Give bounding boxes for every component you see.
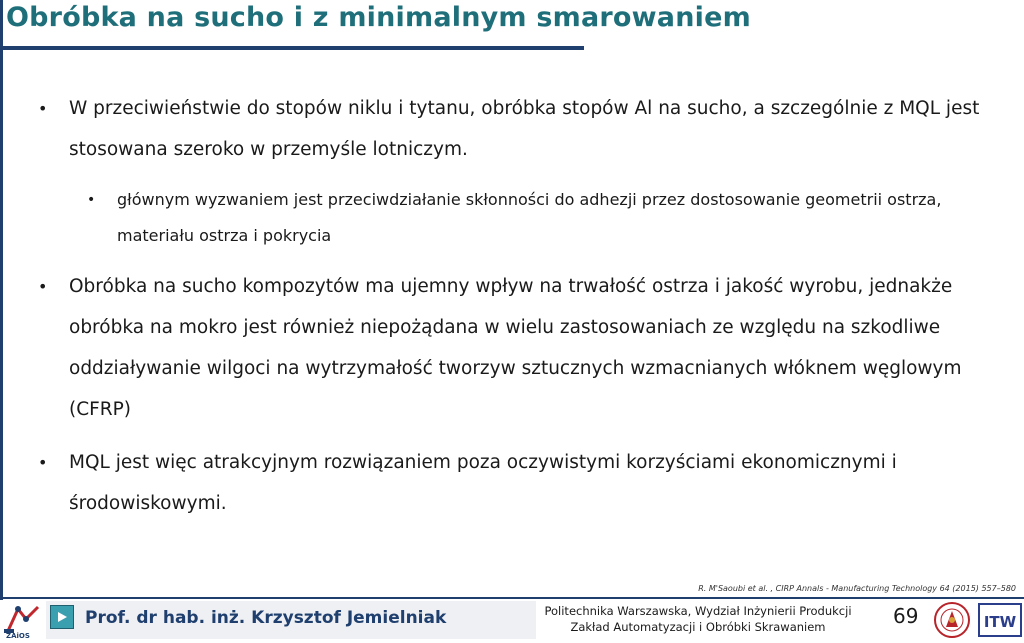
institution-line-1: Politechnika Warszawska, Wydział Inżynierii Produkcji — [544, 604, 852, 618]
nav-home-button[interactable] — [50, 605, 74, 629]
itw-logo — [978, 603, 1022, 637]
itw-logo-text: ITW — [983, 613, 1017, 631]
sub-bullet-1-text: głównym wyzwaniem jest przeciwdziałanie skłonności do adhezji przez dostosowanie geometrii ostrza, materiału ostrza i pokrycia — [117, 190, 942, 245]
sub-bullet-1 — [87, 182, 988, 254]
bullet-dot: • — [38, 99, 48, 118]
page-number: 69 — [893, 604, 919, 628]
university-crest-logo — [930, 601, 974, 639]
footer-institution — [533, 603, 863, 635]
zaios-logo — [2, 601, 44, 639]
sub-bullet-dot: • — [87, 192, 96, 208]
slide-title: Obróbka na sucho i z minimalnym smarowaniem — [6, 2, 751, 33]
bullet-2 — [38, 266, 988, 430]
footer-rule — [0, 597, 1024, 599]
play-arrow-icon — [55, 610, 69, 624]
zaios-logo-text: ZAiOS — [6, 632, 30, 639]
bullet-2-text: Obróbka na sucho kompozytów ma ujemny wpływ na trwałość ostrza i jakość wyrobu, jednakże obróbka na mokro jest również niepożądana w wielu zastosowaniach ze względu na szkodliwe oddziaływanie wilgoci na wytrzymałość tworzyw sztucznych wzmacnianych włóknem węglowym (CFRP) — [69, 276, 962, 420]
bullet-dot: • — [38, 453, 48, 472]
bullet-1-text: W przeciwieństwie do stopów niklu i tytanu, obróbka stopów Al na sucho, a szczególnie z MQL jest stosowana szeroko w przemyśle lotniczym. — [69, 98, 980, 160]
bullet-3-text: MQL jest więc atrakcyjnym rozwiązaniem poza oczywistymi korzyściami ekonomicznymi i środowiskowymi. — [69, 452, 897, 514]
citation-reference: R. M'Saoubi et al. , CIRP Annals - Manufacturing Technology 64 (2015) 557–580 — [698, 584, 1016, 593]
institution-line-2: Zakład Automatyzacji i Obróbki Skrawaniem — [570, 620, 826, 634]
bullet-3 — [38, 442, 988, 524]
bullet-1 — [38, 88, 988, 170]
bullet-dot: • — [38, 277, 48, 296]
slide-content — [38, 88, 988, 524]
left-accent-rule — [0, 0, 3, 600]
footer-author: Prof. dr hab. inż. Krzysztof Jemielniak — [85, 608, 447, 628]
title-underline — [0, 46, 584, 50]
